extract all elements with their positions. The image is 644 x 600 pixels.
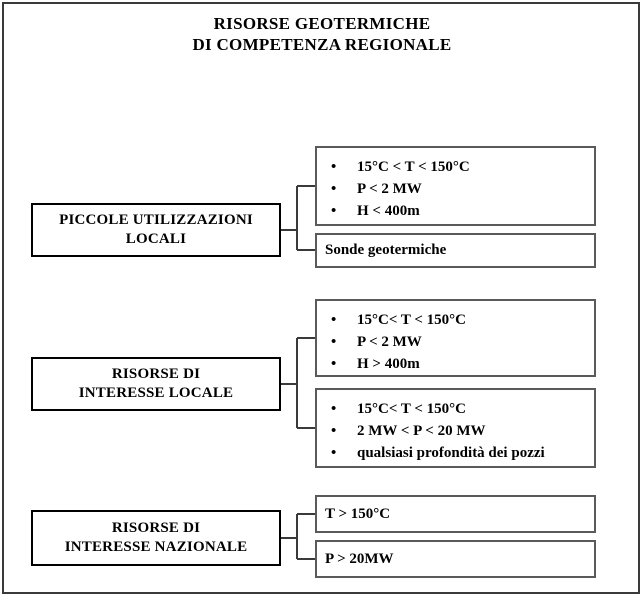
conditions-box-group2-1: [315, 299, 596, 377]
category-label-line2: INTERESSE NAZIONALE: [64, 539, 248, 555]
condition-item: [331, 420, 590, 442]
condition-text: 15°C < T < 150°C: [357, 159, 470, 175]
category-label-line1: RISORSE DI: [111, 366, 201, 382]
diagram-title-line1: RISORSE GEOTERMICHE: [213, 14, 431, 33]
diagram-title-line2: DI COMPETENZA REGIONALE: [192, 35, 452, 54]
condition-list: [317, 148, 594, 228]
condition-item: [331, 353, 590, 375]
condition-text: P < 2 MW: [357, 181, 422, 197]
condition-item: [331, 442, 590, 464]
conditions-box-group1-2: [315, 233, 596, 268]
category-label-line1: RISORSE DI: [111, 520, 201, 536]
condition-text: qualsiasi profondità dei pozzi: [357, 445, 545, 461]
condition-item: [331, 398, 590, 420]
category-label-line2: LOCALI: [125, 231, 187, 247]
condition-list: [317, 301, 594, 381]
bullet-icon: •: [331, 401, 337, 417]
condition-text: Sonde geotermiche: [325, 242, 447, 258]
bullet-icon: •: [331, 159, 337, 175]
category-box-risorse-interesse-nazionale: [31, 510, 281, 566]
condition-item: [331, 309, 590, 331]
condition-text: 15°C< T < 150°C: [357, 312, 466, 328]
category-label-line2: INTERESSE LOCALE: [78, 385, 234, 401]
conditions-box-group3-1: [315, 495, 596, 533]
category-label-line1: PICCOLE UTILIZZAZIONI: [59, 212, 253, 228]
condition-text: T > 150°C: [325, 505, 391, 522]
condition-item: [331, 178, 590, 200]
condition-text: 2 MW < P < 20 MW: [357, 423, 486, 439]
bullet-icon: •: [331, 203, 337, 219]
category-box-piccole-utilizzazioni-locali: [31, 203, 281, 257]
bullet-icon: •: [331, 445, 337, 461]
condition-item: [331, 200, 590, 222]
condition-text: 15°C< T < 150°C: [357, 401, 466, 417]
bullet-icon: •: [331, 181, 337, 197]
bullet-icon: •: [331, 356, 337, 372]
conditions-box-group3-2: [315, 540, 596, 578]
bullet-icon: •: [331, 334, 337, 350]
bullet-icon: •: [331, 312, 337, 328]
condition-text: P > 20MW: [325, 550, 394, 567]
condition-list: [317, 390, 594, 470]
condition-item: [331, 331, 590, 353]
condition-text: H < 400m: [357, 203, 420, 219]
bullet-icon: •: [331, 423, 337, 439]
condition-text: H > 400m: [357, 356, 420, 372]
diagram-title: [0, 13, 644, 55]
category-box-risorse-interesse-locale: [31, 357, 281, 411]
condition-text: P < 2 MW: [357, 334, 422, 350]
conditions-box-group1-1: [315, 146, 596, 226]
conditions-box-group2-2: [315, 388, 596, 468]
condition-item: [331, 156, 590, 178]
